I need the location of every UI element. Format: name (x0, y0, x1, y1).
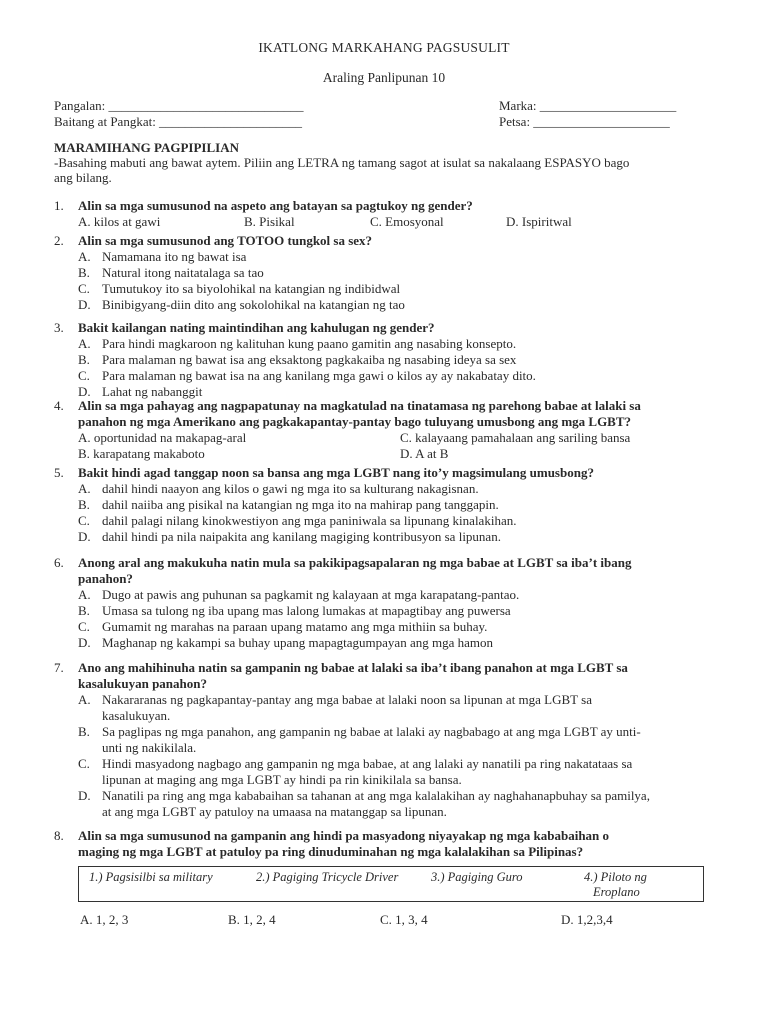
question-3 (54, 320, 714, 400)
question-text-line-2: panahon ng mga Amerikano ang pagkakapantay-pantay bago tuluyang umusbong ang mga LGBT? (78, 414, 632, 429)
choice-d: D. 1,2,3,4 (561, 912, 613, 927)
score-field: Marka: _____________________ (499, 98, 677, 113)
question-text-line-1: Anong aral ang makukuha natin mula sa pakikipagsapalaran ng mga babae at LGBT sa iba’t ibang (78, 555, 632, 570)
role-item-3: 3.) Pagiging Guro (431, 870, 523, 884)
option-b: B. dahil naiiba ang pisikal na katangian ng mga ito na mahirap pang tanggapin. (78, 497, 499, 512)
question-number: 3. (54, 320, 64, 335)
question-text-line-1: Alin sa mga pahayag ang nagpapatunay na magkatulad na tinatamasa ng parehong babae at lalaki sa (78, 398, 641, 413)
question-8 (54, 828, 714, 860)
option-a: A. Namamana ito ng bawat isa (78, 249, 247, 264)
question-7 (54, 660, 714, 820)
question-5 (54, 465, 714, 545)
question-4 (54, 398, 714, 462)
option-a: A. dahil hindi naayon ang kilos o gawi ng mga ito sa kulturang nakagisnan. (78, 481, 479, 496)
roles-box (78, 866, 704, 902)
choice-a: A. kilos at gawi (78, 214, 161, 229)
option-d: D. dahil hindi pa nila naipakita ang kanilang magiging kontribusyon sa lipunan. (78, 529, 501, 544)
option-c: C. dahil palagi nilang kinokwestiyon ang mga paniniwala sa lipunang kinalakihan. (78, 513, 517, 528)
option-d: D. Binibigyang-diin dito ang sokolohikal na katangian ng tao (78, 297, 405, 312)
option-d: D. Nanatili pa ring ang mga kababaihan sa tahanan at ang mga kalalakihan ay naghahanapbuhay sa pamilya, at ang mga LGBT ay patuloy na umaasa na matanggap sa lipunan. (78, 788, 650, 819)
date-field: Petsa: _____________________ (499, 114, 670, 129)
role-item-4-cont: Eroplano (593, 885, 640, 899)
choice-c: C. 1, 3, 4 (380, 912, 428, 927)
question-number: 5. (54, 465, 64, 480)
option-b: B. Umasa sa tulong ng iba upang mas lalong lumakas at mapagtibay ang puwersa (78, 603, 511, 618)
question-text: Alin sa mga sumusunod na aspeto ang batayan sa pagtukoy ng gender? (78, 198, 473, 213)
section-title: MARAMIHANG PAGPIPILIAN (54, 140, 239, 155)
question-6 (54, 555, 714, 651)
question-text-line-1: Ano ang mahihinuha natin sa gampanin ng babae at lalaki sa iba’t ibang panahon at mga LGBT sa (78, 660, 628, 675)
grade-section-field: Baitang at Pangkat: ______________________ (54, 114, 303, 129)
option-c: C. Hindi masyadong nagbago ang gampanin ng mga babae, at ang lalaki ay nanatili pa ring nakatataas sa lipunan at maging ang mga LGBT ay hindi pa rin kinikilala sa bansa. (78, 756, 633, 787)
option-a: A. Dugo at pawis ang puhunan sa pagkamit ng kalayaan at mga karapatang-pantao. (78, 587, 520, 602)
option-d: D. Lahat ng nabanggit (78, 384, 203, 399)
question-text-line-2: panahon? (78, 571, 133, 586)
question-text: Bakit kailangan nating maintindihan ang kahulugan ng gender? (78, 320, 435, 335)
exam-subject: Araling Panlipunan 10 (322, 70, 446, 85)
question-number: 7. (54, 660, 64, 675)
question-number: 8. (54, 828, 64, 843)
question-text-line-2: kasalukuyan panahon? (78, 676, 207, 691)
question-number: 6. (54, 555, 64, 570)
choice-d: D. Ispiritwal (506, 214, 572, 229)
choice-a: A. 1, 2, 3 (80, 912, 129, 927)
option-b: B. Para malaman ng bawat isa ang eksaktong pagkakaiba ng nasabing ideya sa sex (78, 352, 517, 367)
option-d: D. Maghanap ng kakampi sa buhay upang mapagtagumpayan ang mga hamon (78, 635, 493, 650)
instructions-line-1: -Basahing mabuti ang bawat aytem. Piliin ang LETRA ng tamang sagot at isulat sa nakalaang ESPASYO bago (54, 155, 630, 170)
option-c: C. Gumamit ng marahas na paraan upang matamo ang mga mithiin sa buhay. (78, 619, 488, 634)
question-text-line-2: maging ng mga LGBT at patuloy pa ring dinuduminahan ng mga kalalakihan sa Pilipinas? (78, 844, 584, 859)
question-text: Bakit hindi agad tanggap noon sa bansa ang mga LGBT nang ito’y magsimulang umusbong? (78, 465, 594, 480)
option-b: B. Natural itong naitatalaga sa tao (78, 265, 264, 280)
role-item-1: 1.) Pagsisilbi sa military (89, 870, 213, 884)
question-text-line-1: Alin sa mga sumusunod na gampanin ang hindi pa masyadong niyayakap ng mga kababaihan o (78, 828, 610, 843)
choice-d: D. A at B (400, 446, 449, 461)
question-number: 4. (54, 398, 64, 413)
name-field: Pangalan: ______________________________ (54, 98, 304, 113)
option-b: B. Sa paglipas ng mga panahon, ang gampanin ng babae at lalaki ay nagbabago at ang mga LGBT ay unti- unti ng nakikilala. (78, 724, 641, 755)
choice-c: C. kalayaang pamahalaan ang sariling bansa (400, 430, 631, 445)
choice-row-1 (78, 430, 714, 446)
choice-a: A. oportunidad na makapag-aral (78, 430, 247, 445)
question-number: 2. (54, 233, 64, 248)
question-2 (54, 233, 714, 313)
option-a: A. Nakararanas ng pagkapantay-pantay ang mga babae at lalaki noon sa lipunan at mga LGBT sa kasalukuyan. (78, 692, 592, 723)
role-item-4: 4.) Piloto ng (584, 870, 647, 884)
choice-b: B. Pisikal (244, 214, 295, 229)
choice-b: B. karapatang makaboto (78, 446, 205, 461)
role-item-2: 2.) Pagiging Tricycle Driver (256, 870, 399, 884)
question-number: 1. (54, 198, 64, 213)
exam-title: IKATLONG MARKAHANG PAGSUSULIT (258, 40, 510, 55)
option-c: C. Para malaman ng bawat isa na ang kanilang mga gawi o kilos ay ay nakabatay dito. (78, 368, 536, 383)
choice-row (78, 214, 714, 230)
question-text: Alin sa mga sumusunod ang TOTOO tungkol sa sex? (78, 233, 373, 248)
instructions-line-2: ang bilang. (54, 170, 112, 185)
question-1 (54, 198, 714, 230)
option-c: C. Tumutukoy ito sa biyolohikal na katangian ng indibidwal (78, 281, 401, 296)
option-a: A. Para hindi magkaroon ng kalituhan kung paano gamitin ang nasabing konsepto. (78, 336, 517, 351)
choice-c: C. Emosyonal (370, 214, 444, 229)
choice-b: B. 1, 2, 4 (228, 912, 276, 927)
choice-row-2 (78, 446, 714, 462)
